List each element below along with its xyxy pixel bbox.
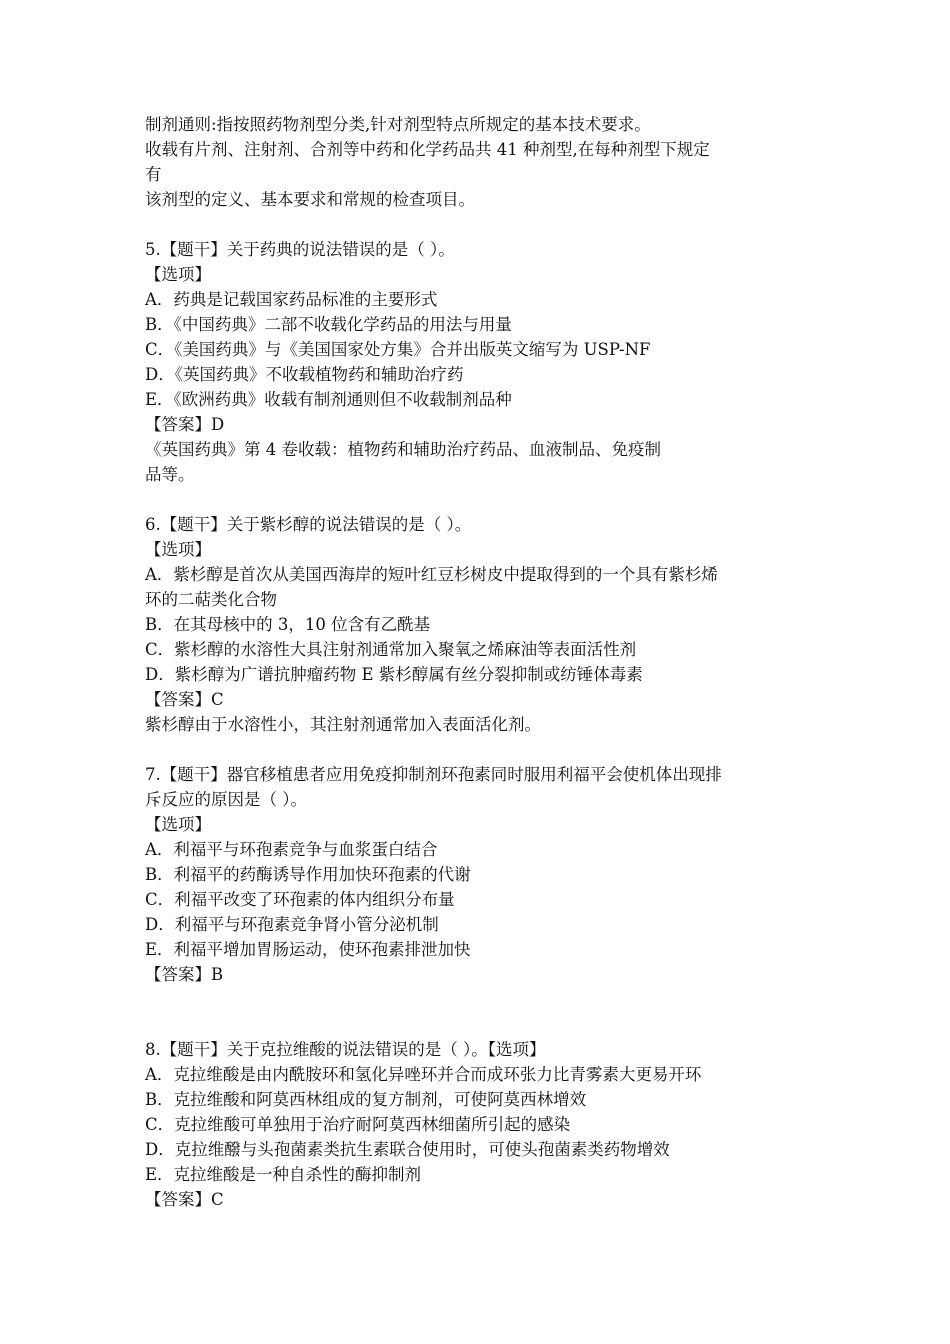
question-6-option-c: C．紫杉醇的水溶性大具注射剂通常加入聚氧之烯麻油等表面活性剂 [145,640,637,659]
question-6-stem: 6.【题干】关于紫杉醇的说法错误的是（ ）。 [145,515,472,534]
question-5-options-label: 【选项】 [145,265,211,284]
question-5-option-d: D．《英国药典》不收载植物药和辅助治疗药 [145,365,464,384]
question-6-option-d-e: D．紫杉醇为广谱抗肿瘤药物 E 紫杉醇属有丝分裂抑制或纺锤体毒素 [145,665,643,684]
question-6-option-a-cont: 环的二萜类化合物 [145,590,277,609]
question-7-option-a: A．利福平与环孢素竞争与血浆蛋白结合 [145,840,438,859]
question-7-option-b: B．利福平的药酶诱导作用加快环孢素的代谢 [145,865,471,884]
question-5-answer: 【答案】D [145,415,225,434]
question-7-option-d: D．利福平与环孢素竞争肾小管分泌机制 [145,915,439,934]
question-5-option-a: A．药典是记载国家药品标准的主要形式 [145,290,438,309]
question-7-options-label: 【选项】 [145,815,211,834]
question-5-option-c: C．《美国药典》与《美国国家处方集》合并出版英文缩写为 USP-NF [145,340,651,359]
intro-line: 制剂通则:指按照药物剂型分类,针对剂型特点所规定的基本技术要求。 [145,115,651,134]
question-8-option-a: A．克拉维酸是由内酰胺环和氢化异唑环并合而成环张力比青雾素大更易开环 [145,1065,702,1084]
question-7-answer: 【答案】B [145,965,224,984]
intro-line: 有 [145,165,162,184]
question-8-option-b: B．克拉维酸和阿莫西林组成的复方制剂，可使阿莫西林增效 [145,1090,587,1109]
question-6-answer: 【答案】C [145,690,224,709]
question-5-explanation: 《英国药典》第 4 卷收载：植物药和辅助治疗药品、血液制品、免疫制 [145,440,661,459]
question-7-stem: 7.【题干】器官移植患者应用免疫抑制剂环孢素同时服用利福平会使机体出现排 [145,765,722,784]
question-8-option-e: E．克拉维酸是一种自杀性的酶抑制剂 [145,1165,422,1184]
question-6-explanation: 紫杉醇由于水溶性小，其注射剂通常加入表面活化剂。 [145,715,541,734]
question-7-stem-cont: 斥反应的原因是（ ）。 [145,790,307,809]
question-5-option-e: E．《欧洲药典》收载有制剂通则但不收载制剂品种 [145,390,512,409]
intro-line: 收载有片剂、注射剂、合剂等中药和化学药品共 41 种剂型,在每种剂型下规定 [145,140,710,159]
question-6-option-a: A．紫杉醇是首次从美国西海岸的短叶红豆杉树皮中提取得到的一个具有紫杉烯 [145,565,718,584]
question-5-explanation: 品等。 [145,465,195,484]
question-8-option-c: C．克拉维酸可单独用于治疗耐阿莫西林细菌所引起的感染 [145,1115,571,1134]
intro-line: 该剂型的定义、基本要求和常规的检查项目。 [145,190,475,209]
question-6-options-label: 【选项】 [145,540,211,559]
question-7-option-c: C．利福平改变了环孢素的体内组织分布量 [145,890,455,909]
question-5-option-b: B．《中国药典》二部不收载化学药品的用法与用量 [145,315,512,334]
question-7-option-e: E．利福平增加胃肠运动，使环孢素排泄加快 [145,940,471,959]
question-6-option-b: B．在其母核中的 3，10 位含有乙酰基 [145,615,431,634]
document-content [145,112,825,1212]
question-5-stem: 5.【题干】关于药典的说法错误的是（ ）。 [145,240,455,259]
question-8-option-d: D．克拉维醱与头孢菌素类抗生素联合使用时，可使头孢菌素类药物增效 [145,1140,670,1159]
question-8-stem: 8.【题干】关于克拉维酸的说法错误的是（ ）。【选项】 [145,1040,546,1059]
question-8-answer: 【答案】C [145,1190,224,1209]
